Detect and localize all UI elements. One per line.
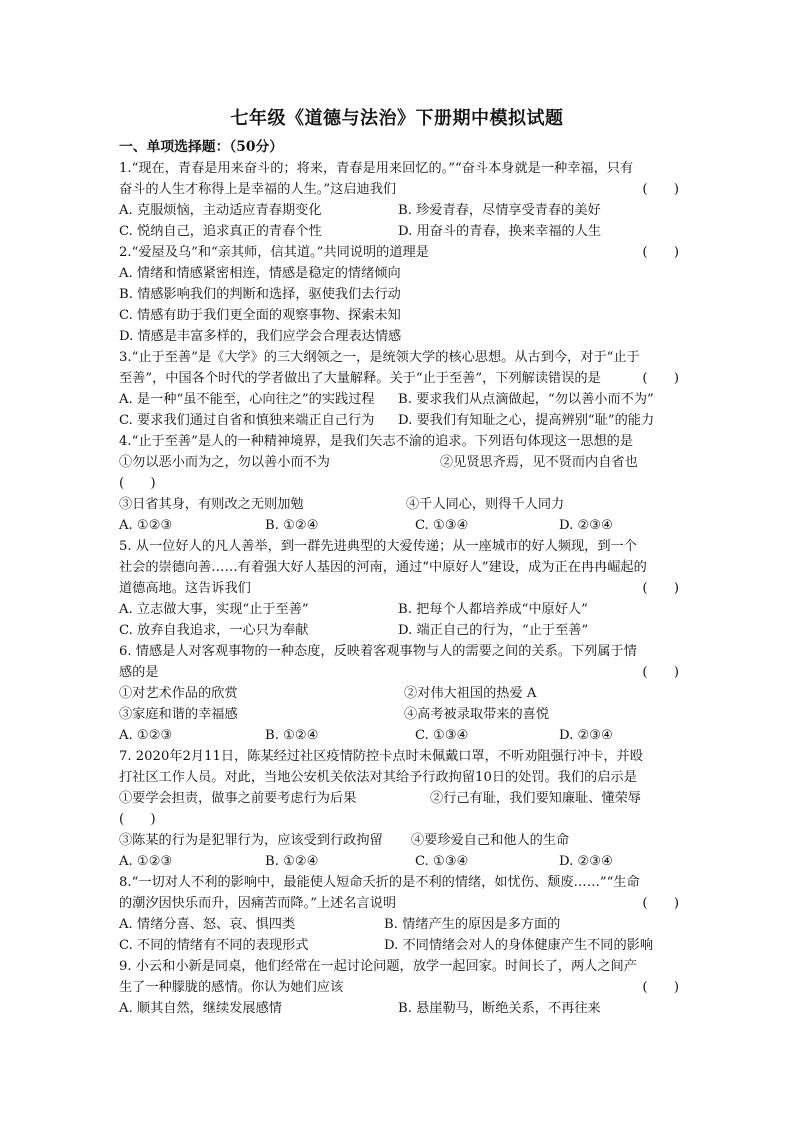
q4-option-b: B. ①②④: [265, 518, 319, 533]
q5-answer-blank: ( ): [642, 581, 679, 596]
q6-stem-text: 感的是: [119, 665, 159, 680]
q3-answer-blank: ( ): [642, 371, 679, 386]
q8-option-b: B. 情绪产生的原因是多方面的: [384, 917, 561, 932]
q6-option-a: A. ①②③: [119, 728, 173, 743]
q6-stem-line-1: 6. 情感是人对客观事物的一种态度，反映着客观事物与人的需要之间的关系。下列属于情: [119, 644, 637, 659]
q2-option-c: C. 情感有助于我们更全面的观察事物、探索未知: [119, 308, 401, 323]
q3-option-d: D. 要我们有知耻之心，提高辨别“耻”的能力: [398, 413, 655, 428]
q2-stem-text: 2.“爱屋及乌”和“亲其师，信其道。”共同说明的道理是: [119, 245, 429, 260]
q4-stem-line-1: 4.“止于至善”是人的一种精神境界，是我们矢志不渝的追求。下列语句体现这一思想的是: [119, 434, 633, 449]
q7-option-a: A. ①②③: [119, 854, 173, 869]
q4-item-3: ③日省其身，有则改之无则加勉: [119, 497, 304, 512]
q4-item-1: ①勿以恶小而为之，勿以善小而不为: [119, 455, 330, 470]
q1-option-d: D. 用奋斗的青春，换来幸福的人生: [398, 224, 602, 239]
q8-option-c: C. 不同的情绪有不同的表现形式: [119, 938, 309, 953]
q9-stem-line-1: 9. 小云和小新是同桌，他们经常在一起讨论问题，放学一起回家。时间长了，两人之间产: [119, 959, 637, 974]
q2-option-b: B. 情感影响我们的判断和选择，驱使我们去行动: [119, 287, 401, 302]
section-heading: 一、单项选择题：（50分）: [119, 139, 284, 155]
q6-option-b: B. ①②④: [265, 728, 319, 743]
q5-option-d: D. 端正自己的行为，“止于至善”: [398, 623, 589, 638]
q6-item-4: ④高考被录取带来的喜悦: [404, 707, 550, 722]
q3-option-c: C. 要求我们通过自省和慎独来端正自己行为: [119, 413, 375, 428]
q5-option-c: C. 放弃自我追求，一心只为奉献: [119, 623, 309, 638]
q2-option-a: A. 情绪和情感紧密相连，情感是稳定的情绪倾向: [119, 266, 401, 281]
q4-option-c: C. ①③④: [415, 518, 469, 533]
q5-stem-line-2: 社会的崇德向善……有着强大好人基因的河南，通过“中原好人”建设，成为正在冉冉崛起的: [119, 560, 647, 575]
q7-stem-line-2: 打社区工作人员。对此，当地公安机关依法对其给予行政拘留10日的处罚。我们的启示是: [119, 770, 637, 785]
q7-stem-line-1: 7. 2020年2月11日，陈某经过社区疫情防控卡点时未佩戴口罩，不听劝阻强行冲卡，并殴: [119, 749, 643, 764]
q4-option-d: D. ②③④: [559, 518, 613, 533]
q8-stem-text: 的潮汐因快乐而升，因痛苦而降。”上述名言说明: [119, 896, 397, 911]
q1-stem-line-1: 1.“现在，青春是用来奋斗的；将来，青春是用来回忆的。”“奋斗本身就是一种幸福，只有: [119, 161, 634, 176]
q2-option-d: D. 情感是丰富多样的，我们应学会合理表达情感: [119, 329, 402, 344]
q7-item-4: ④要珍爱自己和他人的生命: [411, 833, 570, 848]
q7-item-2: ②行己有耻，我们要知廉耻、懂荣辱: [430, 791, 641, 806]
q7-item-1: ①要学会担责，做事之前要考虑行为后果: [119, 791, 357, 806]
q1-option-b: B. 珍爱青春，尽情享受青春的美好: [398, 203, 601, 218]
q1-answer-blank: ( ): [642, 182, 679, 197]
q9-stem-line-2: [119, 978, 679, 998]
q1-option-a: A. 克服烦恼，主动适应青春期变化: [119, 203, 322, 218]
q6-option-c: C. ①③④: [415, 728, 469, 743]
q5-option-b: B. 把每个人都培养成“中原好人”: [398, 602, 588, 617]
q9-stem-text: 生了一种朦胧的感情。你认为她们应该: [119, 980, 344, 995]
q3-option-b: B. 要求我们从点滴做起，“勿以善小而不为”: [398, 392, 654, 407]
q3-stem-line-1: 3.“止于至善”是《大学》的三大纲领之一，是统领大学的核心思想。从古到今，对于“止于: [119, 350, 640, 365]
q9-option-a: A. 顺其自然，继续发展感情: [119, 1001, 282, 1016]
q7-option-c: C. ①③④: [415, 854, 469, 869]
q3-stem-line-2: [119, 369, 679, 389]
q8-answer-blank: ( ): [642, 896, 679, 911]
q5-stem-line-1: 5. 从一位好人的凡人善举，到一群先进典型的大爱传递；从一座城市的好人频现，到一个: [119, 539, 637, 554]
q3-stem-text: 至善”，中国各个时代的学者做出了大量解释。关于“止于至善”，下列解读错误的是: [119, 371, 601, 386]
q8-stem-line-2: [119, 894, 679, 914]
q7-option-b: B. ①②④: [265, 854, 319, 869]
q6-stem-line-2: [119, 663, 679, 683]
q1-stem-text: 奋斗的人生才称得上是幸福的人生。”这启迪我们: [119, 182, 397, 197]
q6-option-d: D. ②③④: [559, 728, 613, 743]
q8-option-a: A. 情绪分喜、怒、哀、惧四类: [119, 917, 296, 932]
q4-item-4: ④千人同心，则得千人同力: [406, 497, 565, 512]
q4-answer-blank: ( ): [119, 476, 156, 491]
q5-stem-text: 道德高地。这告诉我们: [119, 581, 251, 596]
q4-item-2: ②见贤思齐焉，见不贤而内自省也: [440, 455, 638, 470]
q2-answer-blank: ( ): [642, 245, 679, 260]
q4-option-a: A. ①②③: [119, 518, 173, 533]
q9-answer-blank: ( ): [642, 980, 679, 995]
q6-item-1: ①对艺术作品的欣赏: [119, 686, 238, 701]
q2-stem-line-1: [119, 243, 679, 263]
q7-option-d: D. ②③④: [559, 854, 613, 869]
q1-option-c: C. 悦纳自己，追求真正的青春个性: [119, 224, 322, 239]
q7-answer-blank: ( ): [119, 812, 156, 827]
q8-option-d: D. 不同情绪会对人的身体健康产生不同的影响: [384, 938, 654, 953]
q5-stem-line-3: [119, 579, 679, 599]
q6-item-2: ②对伟大祖国的热爱 A: [404, 686, 537, 701]
q1-stem-line-2: [119, 180, 679, 200]
q6-item-3: ③家庭和谐的幸福感: [119, 707, 238, 722]
q3-option-a: A. 是一种“虽不能至，心向往之”的实践过程: [119, 392, 375, 407]
q6-answer-blank: ( ): [642, 665, 679, 680]
q9-option-b: B. 悬崖勒马，断绝关系，不再往来: [398, 1001, 601, 1016]
q5-option-a: A. 立志做大事，实现“止于至善”: [119, 602, 309, 617]
page-title: 七年级《道德与法治》下册期中模拟试题: [230, 108, 564, 129]
q8-stem-line-1: 8.“一切对人不利的影响中，最能使人短命夭折的是不利的情绪，如忧伤、颓废……”“生命: [119, 875, 640, 890]
q7-item-3: ③陈某的行为是犯罪行为，应该受到行政拘留: [119, 833, 383, 848]
